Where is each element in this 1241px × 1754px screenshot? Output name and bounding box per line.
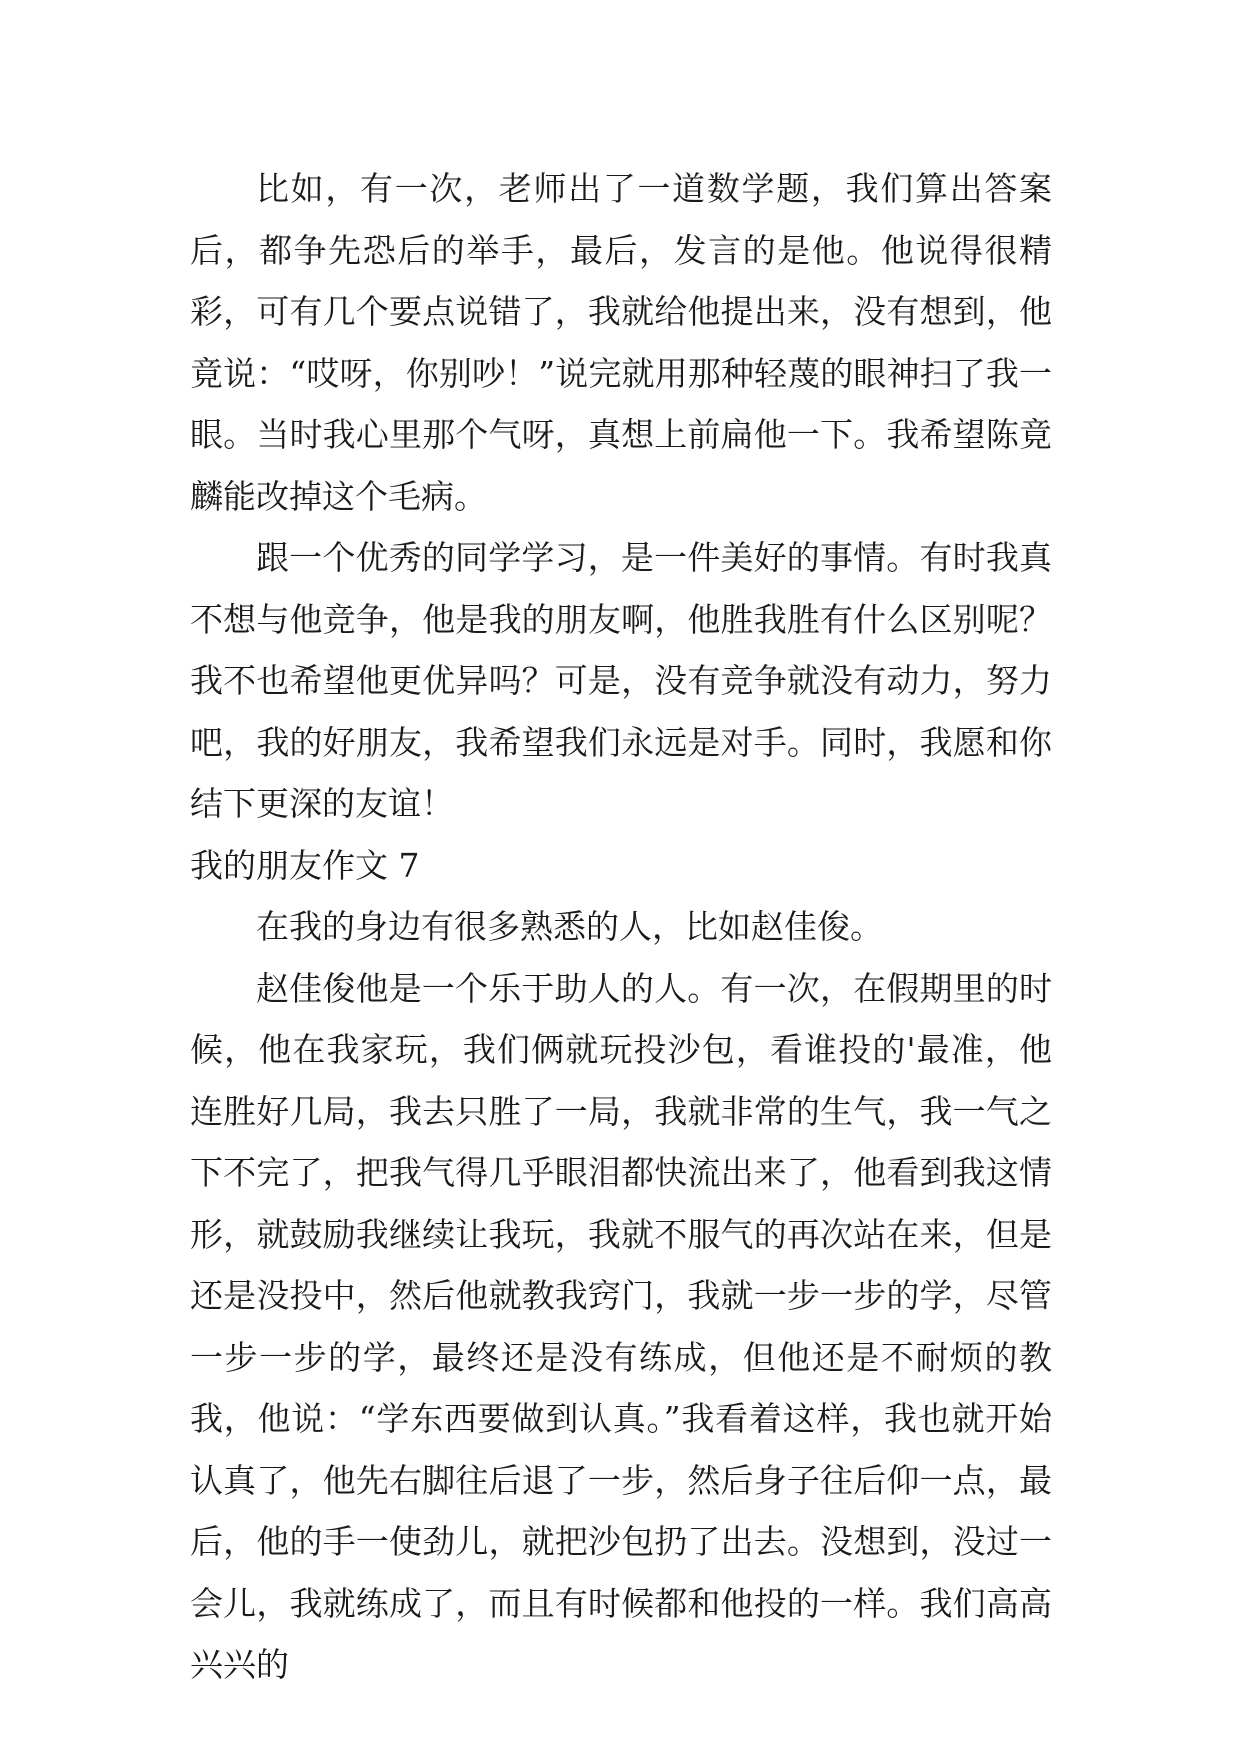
paragraph: 赵佳俊他是一个乐于助人的人。有一次，在假期里的时候，他在我家玩，我们俩就玩投沙包，看谁投的'最准，他连胜好几局，我去只胜了一局，我就非常的生气，我一气之下不完了，把我气得几乎眼泪都快流出来了，他看到我这情形，就鼓励我继续让我玩，我就不服气的再次站在来，但是还是没投中，然后他就教我窍门，我就一步一步的学，尽管一步一步的学，最终还是没有练成，但他还是不耐烦的教我，他说：“学东西要做到认真。”我看着这样，我也就开始认真了，他先右脚往后退了一步，然后身子往后仰一点，最后，他的手一使劲儿，就把沙包扔了出去。没想到，没过一会儿，我就练成了，而且有时候都和他投的一样。我们高高兴兴的 [190,968,1052,1684]
paragraph: 在我的身边有很多熟悉的人，比如赵佳俊。 [256,907,883,946]
section-title: 我的朋友作文 7 [190,845,420,885]
paragraph: 比如，有一次，老师出了一道数学题，我们算出答案后，都争先恐后的举手，最后，发言的是他。他说得很精彩，可有几个要点说错了，我就给他提出来，没有想到，他竟说：“哎呀，你别吵！”说完就用那种轻蔑的眼神扫了我一眼。当时我心里那个气呀，真想上前扁他一下。我希望陈竟麟能改掉这个毛病。 [190,169,1052,516]
document-body [190,158,1052,1696]
paragraph: 跟一个优秀的同学学习，是一件美好的事情。有时我真不想与他竞争，他是我的朋友啊，他胜我胜有什么区别呢？我不也希望他更优异吗？可是，没有竞争就没有动力，努力吧，我的好朋友，我希望我们永远是对手。同时，我愿和你结下更深的友谊！ [190,538,1052,823]
